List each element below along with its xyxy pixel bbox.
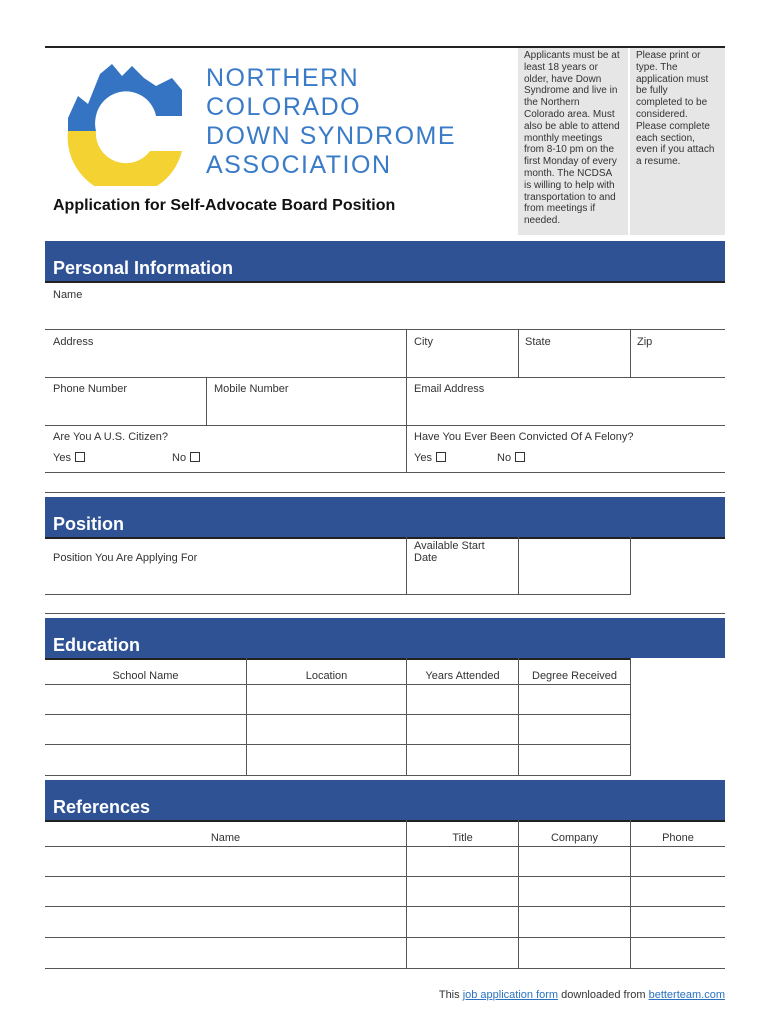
start-date-field[interactable] xyxy=(519,540,629,592)
notice-line: least 18 years or xyxy=(524,61,598,73)
organization-logo xyxy=(60,56,460,186)
column-header: Location xyxy=(305,670,348,682)
form-title: Application for Self-Advocate Board Position xyxy=(53,197,396,214)
notice-line: Please complete xyxy=(636,120,710,132)
betterteam-link[interactable]: betterteam.com xyxy=(648,989,725,1001)
column-header: Title xyxy=(452,832,473,844)
notice-line: monthly meetings xyxy=(524,132,603,144)
notice-line: application must xyxy=(636,73,709,85)
divider xyxy=(45,968,725,969)
divider xyxy=(45,425,725,426)
organization-name xyxy=(206,64,456,180)
email-label: Email Address xyxy=(414,383,485,395)
divider xyxy=(630,329,631,377)
org-name-line: DOWN SYNDROME xyxy=(206,122,457,150)
mobile-field[interactable] xyxy=(208,398,405,424)
notice-line: even if you attach xyxy=(636,144,715,156)
notice-line: first Monday of every xyxy=(524,156,617,168)
zip-field[interactable] xyxy=(631,350,725,376)
start-date-line: Date xyxy=(414,552,438,564)
notice-line: is willing to help with xyxy=(524,179,615,191)
city-label: City xyxy=(414,336,433,348)
start-date-label xyxy=(414,540,485,564)
citizen-no-checkbox[interactable] xyxy=(190,452,200,462)
table-row[interactable] xyxy=(45,938,725,967)
divider xyxy=(45,492,725,493)
column-header: Degree Received xyxy=(532,670,617,682)
notice-line: considered. xyxy=(636,108,688,120)
felony-no-checkbox[interactable] xyxy=(515,452,525,462)
column-header: School Name xyxy=(112,670,179,682)
table-row[interactable] xyxy=(45,847,725,876)
table-row[interactable] xyxy=(45,715,630,743)
phone-field[interactable] xyxy=(45,398,205,424)
address-label: Address xyxy=(53,336,94,348)
divider xyxy=(45,594,631,595)
email-field[interactable] xyxy=(407,398,725,424)
name-field[interactable] xyxy=(45,303,725,328)
column-header: Name xyxy=(210,832,241,844)
start-date-line: Available Start xyxy=(414,540,485,552)
address-field[interactable] xyxy=(45,350,405,376)
option-label: No xyxy=(172,452,187,464)
divider xyxy=(206,377,207,425)
divider xyxy=(45,775,631,776)
section-title: Education xyxy=(53,635,141,655)
org-name-line: NORTHERN xyxy=(206,64,360,92)
divider xyxy=(406,377,407,425)
notice-line: Syndrome and live in xyxy=(524,85,618,97)
citizen-yes-option[interactable] xyxy=(53,452,85,464)
mobile-label: Mobile Number xyxy=(214,383,289,395)
notice-line: completed to be xyxy=(636,97,708,109)
zip-label: Zip xyxy=(637,336,653,348)
divider xyxy=(45,613,725,614)
divider xyxy=(406,537,407,594)
citizen-question: Are You A U.S. Citizen? xyxy=(53,431,168,443)
felony-yes-option[interactable] xyxy=(414,452,446,464)
divider xyxy=(45,281,725,283)
footer-middle: downloaded from xyxy=(558,989,649,1001)
logo-mark-icon xyxy=(60,56,190,186)
job-application-form-link[interactable]: job application form xyxy=(462,989,559,1001)
section-title: Personal Information xyxy=(53,258,234,278)
divider xyxy=(45,377,725,378)
notice-line: month. The NCDSA xyxy=(524,167,613,179)
felony-question: Have You Ever Been Convicted Of A Felony? xyxy=(414,431,634,443)
divider xyxy=(45,329,725,330)
option-label: Yes xyxy=(414,452,432,464)
divider xyxy=(406,425,407,472)
city-field[interactable] xyxy=(407,350,517,376)
table-row[interactable] xyxy=(45,907,725,936)
notice-line: Colorado area. Must xyxy=(524,108,615,120)
notice-line: be fully xyxy=(636,85,668,97)
divider xyxy=(406,329,407,377)
section-title: References xyxy=(53,797,151,817)
notice-line: needed. xyxy=(524,215,561,227)
position-label: Position You Are Applying For xyxy=(53,552,198,564)
notice-line: from 8-10 pm on the xyxy=(524,144,615,156)
section-header-education xyxy=(45,618,725,658)
eligibility-notice xyxy=(518,48,628,235)
notice-line: type. The xyxy=(636,61,678,73)
divider xyxy=(45,472,725,473)
column-header: Years Attended xyxy=(425,670,500,682)
divider xyxy=(518,329,519,377)
instructions-notice xyxy=(630,48,725,235)
notice-line: a resume. xyxy=(636,156,681,168)
felony-no-option[interactable] xyxy=(497,452,525,464)
notice-line: also be able to attend xyxy=(524,120,620,132)
divider xyxy=(45,820,725,822)
state-label: State xyxy=(525,336,551,348)
table-row[interactable] xyxy=(45,685,630,713)
phone-label: Phone Number xyxy=(53,383,127,395)
notice-line: the Northern xyxy=(524,97,580,109)
option-label: Yes xyxy=(53,452,71,464)
name-label: Name xyxy=(53,289,83,301)
citizen-yes-checkbox[interactable] xyxy=(75,452,85,462)
notice-line: each section, xyxy=(636,132,695,144)
column-header: Phone xyxy=(662,832,694,844)
section-title: Position xyxy=(53,514,124,534)
section-header-references xyxy=(45,780,725,820)
org-name-line: COLORADO xyxy=(206,93,362,121)
notice-line: transportation to and xyxy=(524,191,616,203)
felony-yes-checkbox[interactable] xyxy=(436,452,446,462)
divider xyxy=(45,658,631,660)
state-field[interactable] xyxy=(519,350,629,376)
section-header-position xyxy=(45,497,725,537)
column-header: Company xyxy=(550,832,599,844)
divider xyxy=(518,537,519,594)
table-row[interactable] xyxy=(45,745,630,774)
position-field[interactable] xyxy=(210,540,405,592)
option-label: No xyxy=(497,452,512,464)
citizen-no-option[interactable] xyxy=(172,452,200,464)
notice-line: older, have Down xyxy=(524,73,602,85)
notice-line: Please print or xyxy=(636,50,701,61)
table-row[interactable] xyxy=(45,877,725,906)
divider xyxy=(630,658,631,775)
section-header-personal xyxy=(45,241,725,281)
footer-note xyxy=(439,989,725,1001)
divider xyxy=(630,537,631,594)
notice-line: from meetings if xyxy=(524,203,596,215)
footer-prefix: This xyxy=(438,989,463,1001)
notice-line: Applicants must be at xyxy=(524,50,620,61)
divider xyxy=(45,537,725,539)
org-name-line: ASSOCIATION xyxy=(206,151,392,179)
